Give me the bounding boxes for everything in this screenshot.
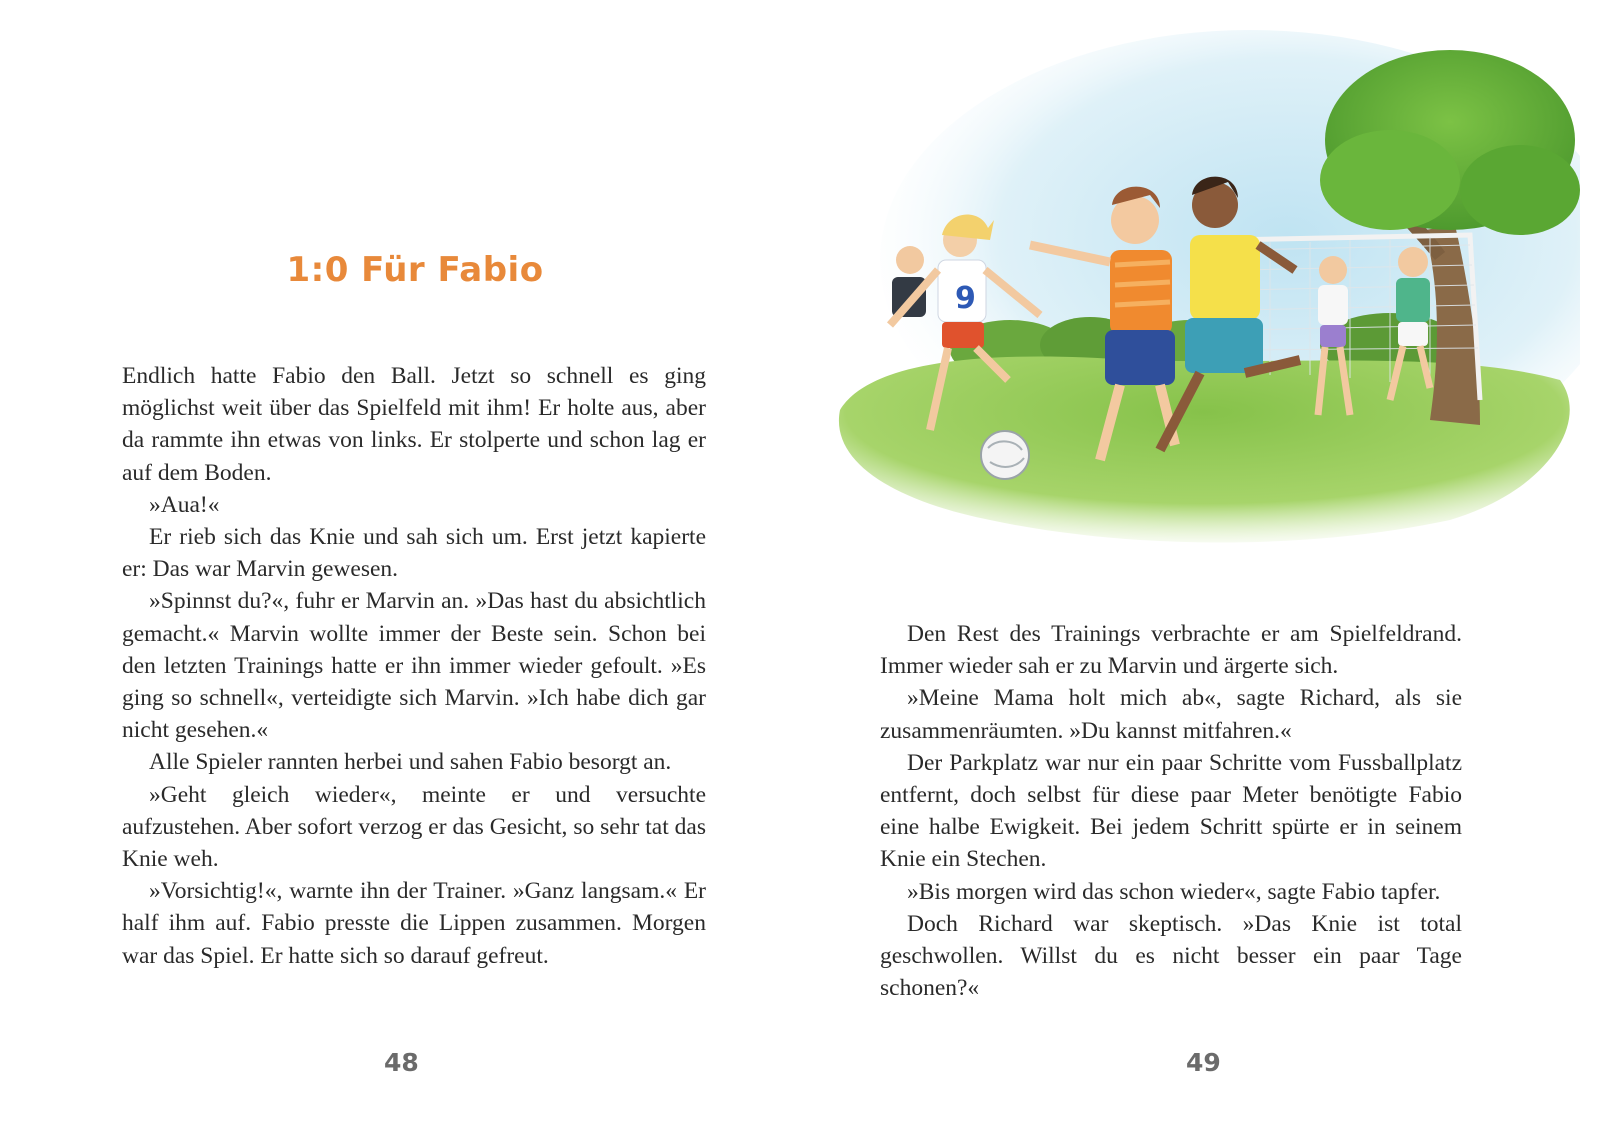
paragraph: »Vorsichtig!«, warnte ihn der Trainer. »Ganz langsam.« Er half ihm auf. Fabio presste die Lippen zusammen. Morgen war das Spiel. Er hatte sich so darauf gefreut. bbox=[122, 878, 706, 969]
paragraph: »Meine Mama holt mich ab«, sagte Richard, als sie zusammenräumten. »Du kannst mitfahren.« bbox=[880, 685, 1462, 744]
paragraph: Endlich hatte Fabio den Ball. Jetzt so schnell es ging möglichst weit über das Spielfeld mit ihm! Er holte aus, aber da rammte ihn etwas von links. Er stolperte und schon lag er auf dem Boden. bbox=[122, 363, 706, 486]
right-page bbox=[800, 0, 1600, 1131]
paragraph: Den Rest des Trainings verbrachte er am Spielfeldrand. Immer wieder sah er zu Marvin und ärgerte sich. bbox=[880, 621, 1462, 680]
paragraph: Der Parkplatz war nur ein paar Schritte vom Fussballplatz entfernt, doch selbst für diese paar Meter benötigte Fabio eine halbe Ewigkeit. Bei jedem Schritt spürte er in seinem Knie ein Stechen. bbox=[880, 749, 1462, 873]
right-page-text bbox=[880, 618, 1462, 1004]
paragraph: »Geht gleich wieder«, meinte er und versuchte aufzustehen. Aber sofort verzog er das Gesicht, so sehr tat das Knie weh. bbox=[122, 781, 706, 873]
paragraph: Doch Richard war skeptisch. »Das Knie ist total geschwollen. Willst du es nicht besser ein paar Tage schonen?« bbox=[880, 910, 1462, 1002]
chapter-title: 1:0 Für Fabio bbox=[286, 250, 544, 290]
tree-crown-shape bbox=[1460, 145, 1580, 235]
shirt-number: 9 bbox=[955, 281, 976, 316]
left-page-text bbox=[122, 360, 706, 972]
tree-crown-shape bbox=[1320, 130, 1460, 230]
page-number: 49 bbox=[1186, 1048, 1221, 1077]
page-number: 48 bbox=[384, 1048, 419, 1077]
paragraph: Alle Spieler rannten herbei und sahen Fabio besorgt an. bbox=[149, 749, 672, 776]
paragraph: »Aua!« bbox=[149, 491, 220, 518]
paragraph: »Spinnst du?«, fuhr er Marvin an. »Das hast du absichtlich gemacht.« Marvin wollte immer der Beste sein. Schon bei den letzten Trainings hatte er ihn immer wieder gefoult. »Es ging so schnell«, verteidigte sich Marvin. »Ich habe dich gar nicht gesehen.« bbox=[122, 588, 706, 744]
paragraph: »Bis morgen wird das schon wieder«, sagte Fabio tapfer. bbox=[907, 878, 1441, 905]
paragraph: Er rieb sich das Knie und sah sich um. Erst jetzt kapierte er: Das war Marvin gewesen. bbox=[122, 524, 706, 583]
soccer-ball-shape bbox=[981, 431, 1029, 479]
soccer-players-illustration bbox=[830, 30, 1580, 560]
